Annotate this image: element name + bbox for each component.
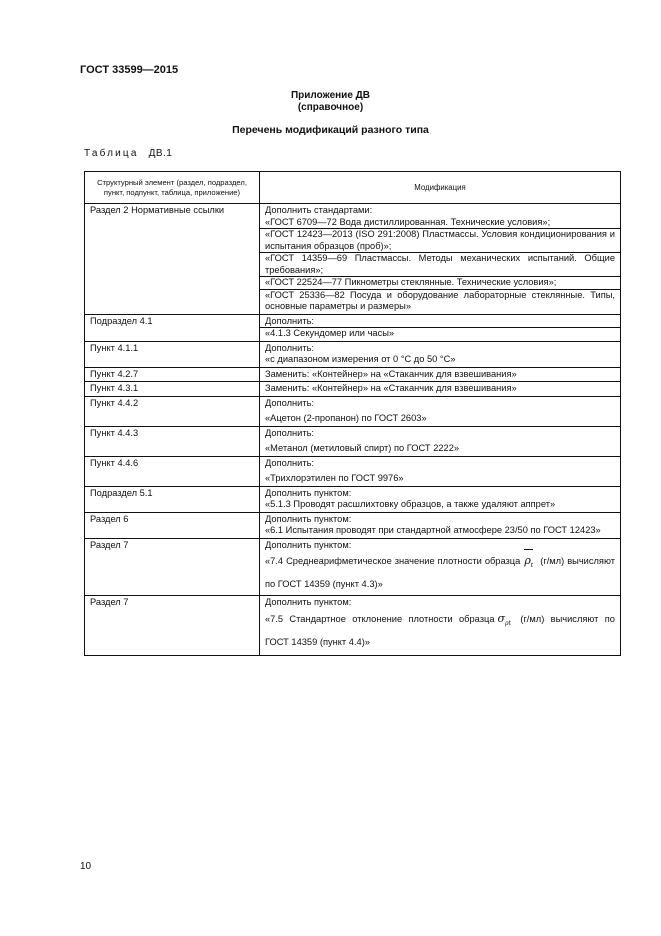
modification-line: «Ацетон (2-пропанон) по ГОСТ 2603» <box>265 413 427 423</box>
modification-line: «ГОСТ 22524—77 Пикнометры стеклянные. Технические условия»; <box>260 276 620 289</box>
modification-line: Дополнить: <box>265 457 315 468</box>
modification-cell <box>260 204 621 315</box>
modification-cell <box>260 341 621 367</box>
table-row <box>85 512 621 538</box>
modification-line: Дополнить пунктом: <box>265 539 352 550</box>
modification-cell <box>260 486 621 512</box>
overline-mark <box>524 549 533 550</box>
table-label-word: Таблица <box>84 148 139 159</box>
element-cell: Пункт 4.3.1 <box>85 382 260 397</box>
modification-cell <box>260 426 621 456</box>
element-cell: Пункт 4.4.3 <box>85 426 260 456</box>
page-number: 10 <box>80 861 92 872</box>
modification-cell: Заменить: «Контейнер» на «Стаканчик для взвешивания» <box>260 367 621 382</box>
modification-line: «ГОСТ 25336—82 Посуда и оборудование лабораторные стеклянные. Типы, основные параметры и размеры» <box>260 289 620 313</box>
symbol-subscript: t <box>530 562 534 570</box>
element-cell: Подраздел 5.1 <box>85 486 260 512</box>
table-header-row <box>85 172 621 204</box>
modification-line: «ГОСТ 14359—69 Пластмассы. Методы механических испытаний. Общие требования»; <box>260 252 620 276</box>
std-deviation-symbol <box>498 612 511 625</box>
symbol-subscript: ρt <box>505 619 511 627</box>
formula-text-before: «7.5 Стандартное отклонение плотности образца <box>265 613 495 624</box>
table-row <box>85 596 621 656</box>
modification-cell <box>260 314 621 341</box>
table-row <box>85 396 621 426</box>
modification-line: «с диапазоном измерения от 0 °С до 50 °С» <box>265 354 456 364</box>
modification-line: «4.1.3 Секундомер или часы» <box>260 327 620 340</box>
modification-line: «5.1.3 Проводят расшлихтовку образцов, а также удаляют аппрет» <box>265 499 556 509</box>
annex-subtitle: (справочное) <box>297 102 364 113</box>
element-cell: Раздел 7 <box>85 596 260 656</box>
element-cell: Пункт 4.1.1 <box>85 341 260 367</box>
formula-text-after: (г/мл) вычисляют по ГОСТ 14359 (пункт 4.3)» <box>265 556 615 590</box>
modification-cell <box>260 512 621 538</box>
modifications-table <box>84 171 621 656</box>
formula-text-before: «7.4 Среднеарифметическое значение плотности образца <box>265 556 521 566</box>
modification-line: «ГОСТ 12423—2013 (ISO 291:2008) Пластмассы. Условия кондиционирования и испытания образцов (проб)»; <box>260 228 620 252</box>
modification-line: Дополнить пунктом: <box>265 513 352 524</box>
modification-line: Дополнить: <box>265 315 315 326</box>
table-row <box>85 314 621 341</box>
col-header-element: Структурный элемент (раздел, подраздел, пункт, подпункт, таблица, приложение) <box>85 172 260 204</box>
table-row <box>85 382 621 397</box>
modification-line: Дополнить: <box>265 427 315 438</box>
symbol-glyph: σ <box>497 611 506 625</box>
annex-heading <box>0 90 661 114</box>
formula-line <box>265 609 615 652</box>
modification-cell <box>260 456 621 486</box>
element-cell: Подраздел 4.1 <box>85 314 260 341</box>
modification-line: «Метанол (метиловый спирт) по ГОСТ 2222» <box>265 443 460 453</box>
element-cell: Раздел 7 <box>85 538 260 596</box>
element-cell: Пункт 4.4.6 <box>85 456 260 486</box>
table-row <box>85 204 621 315</box>
modification-line: Дополнить: <box>265 342 315 353</box>
standard-designation: ГОСТ 33599—2015 <box>80 64 179 76</box>
col-header-modification: Модификация <box>260 172 621 204</box>
modification-line: Дополнить пунктом: <box>265 597 352 608</box>
table-label-number: ДВ.1 <box>148 148 173 159</box>
formula-text-after: (г/мл) вычисляют по ГОСТ 14359 (пункт 4.4)» <box>265 613 615 647</box>
element-cell: Пункт 4.2.7 <box>85 367 260 382</box>
modification-cell <box>260 538 621 596</box>
modification-line: «ГОСТ 6709—72 Вода дистиллированная. Технические условия»; <box>265 216 551 227</box>
element-cell: Пункт 4.4.2 <box>85 396 260 426</box>
annex-title: Приложение ДВ <box>290 90 371 101</box>
table-row <box>85 367 621 382</box>
element-cell: Раздел 6 <box>85 512 260 538</box>
table-row <box>85 538 621 596</box>
table-label <box>84 148 172 159</box>
table-row <box>85 426 621 456</box>
element-cell: Раздел 2 Нормативные ссылки <box>85 204 260 315</box>
modification-line: «Трихлорэтилен по ГОСТ 9976» <box>265 473 404 483</box>
modification-cell <box>260 596 621 656</box>
modification-cell: Заменить: «Контейнер» на «Стаканчик для взвешивания» <box>260 382 621 397</box>
modification-line: Дополнить пунктом: <box>265 487 352 498</box>
modification-line: Дополнить: <box>265 397 315 408</box>
modification-line: «6.1 Испытания проводят при стандартной атмосфере 23/50 по ГОСТ 12423» <box>265 525 601 535</box>
formula-line <box>265 551 615 594</box>
list-title: Перечень модификаций разного типа <box>232 124 429 136</box>
table-row <box>85 486 621 512</box>
mean-density-symbol <box>524 551 533 575</box>
table-row <box>85 456 621 486</box>
table-row <box>85 341 621 367</box>
symbol-glyph: ρ <box>524 554 531 567</box>
modification-line: Дополнить стандартами: <box>265 205 373 215</box>
modification-cell <box>260 396 621 426</box>
